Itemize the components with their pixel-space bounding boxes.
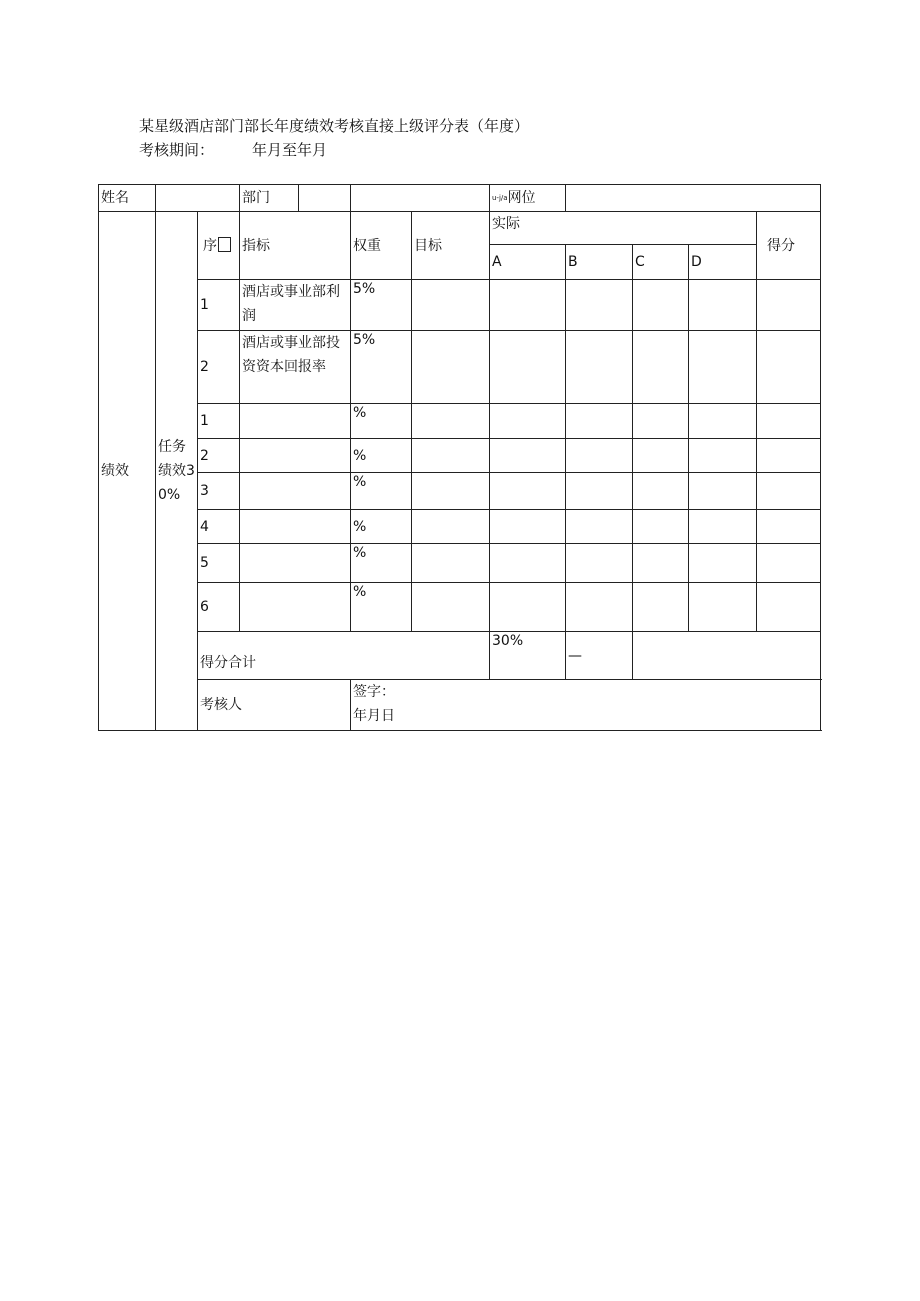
row-indicator[interactable] <box>240 544 351 583</box>
row-actual-b[interactable] <box>566 473 633 510</box>
table-row <box>99 280 821 331</box>
actual-col-c: C <box>633 245 689 280</box>
row-actual-a[interactable] <box>490 280 566 331</box>
row-actual-c[interactable] <box>633 510 689 544</box>
row-seq: 6 <box>198 583 240 632</box>
row-target[interactable] <box>412 280 490 331</box>
table-row <box>99 439 821 473</box>
table-row <box>99 583 821 632</box>
row-target[interactable] <box>412 544 490 583</box>
row-seq: 1 <box>198 280 240 331</box>
row-indicator[interactable] <box>240 473 351 510</box>
row-score[interactable] <box>757 510 821 544</box>
row-actual-c[interactable] <box>633 439 689 473</box>
reviewer-label: 考核人 <box>198 680 351 731</box>
row-weight[interactable]: 5% <box>351 280 412 331</box>
row-actual-b[interactable] <box>566 439 633 473</box>
name-field[interactable] <box>156 185 240 212</box>
total-actual[interactable] <box>633 632 821 680</box>
post-label: 网位 <box>507 190 536 206</box>
post-field[interactable] <box>566 185 821 212</box>
actual-col-a: A <box>490 245 566 280</box>
row-target[interactable] <box>412 510 490 544</box>
row-actual-d[interactable] <box>689 331 757 404</box>
row-actual-b[interactable] <box>566 510 633 544</box>
row-actual-c[interactable] <box>633 473 689 510</box>
row-score[interactable] <box>757 583 821 632</box>
row-actual-c[interactable] <box>633 404 689 439</box>
col-score-header: 得分 <box>757 212 821 280</box>
row-actual-d[interactable] <box>689 510 757 544</box>
row-indicator[interactable] <box>240 439 351 473</box>
row-weight[interactable]: % <box>351 473 412 510</box>
table-row <box>99 510 821 544</box>
row-indicator[interactable] <box>240 583 351 632</box>
row-actual-a[interactable] <box>490 583 566 632</box>
checkbox-icon <box>218 237 231 252</box>
row-actual-c[interactable] <box>633 280 689 331</box>
row-actual-d[interactable] <box>689 404 757 439</box>
row-actual-d[interactable] <box>689 439 757 473</box>
row-actual-c[interactable] <box>633 544 689 583</box>
col-actual-header: 实际 <box>490 212 757 245</box>
row-indicator[interactable]: 酒店或事业部投资资本回报率 <box>240 331 351 404</box>
row-actual-c[interactable] <box>633 331 689 404</box>
total-weight: 30% <box>490 632 566 680</box>
perf-label: 绩效 <box>99 212 156 731</box>
row-actual-b[interactable] <box>566 331 633 404</box>
row-score[interactable] <box>757 439 821 473</box>
table-row <box>99 404 821 439</box>
assessment-period <box>139 139 327 160</box>
dept-label: 部门 <box>240 185 299 211</box>
row-actual-d[interactable] <box>689 473 757 510</box>
table-row <box>99 544 821 583</box>
row-actual-a[interactable] <box>490 439 566 473</box>
row-target[interactable] <box>412 331 490 404</box>
row-actual-d[interactable] <box>689 583 757 632</box>
row-actual-b[interactable] <box>566 583 633 632</box>
row-actual-d[interactable] <box>689 280 757 331</box>
col-seq-header: 序 <box>198 212 240 280</box>
row-seq: 2 <box>198 331 240 404</box>
period-value: 年月至年月 <box>252 141 328 159</box>
period-label: 考核期间： <box>139 141 215 159</box>
total-row <box>99 632 821 680</box>
row-weight[interactable]: % <box>351 510 412 544</box>
table-row <box>99 331 821 404</box>
col-target-header: 目标 <box>412 212 490 280</box>
row-actual-b[interactable] <box>566 404 633 439</box>
row-score[interactable] <box>757 404 821 439</box>
task-perf-label: 任务绩效30% <box>156 212 198 731</box>
row-weight[interactable]: % <box>351 404 412 439</box>
total-label: 得分合计 <box>198 632 490 680</box>
evaluation-table <box>98 184 821 731</box>
date-label: 年月日 <box>353 708 395 724</box>
row-weight[interactable]: % <box>351 439 412 473</box>
col-weight-header: 权重 <box>351 212 412 280</box>
reviewer-row <box>99 680 821 731</box>
row-actual-a[interactable] <box>490 544 566 583</box>
row-seq: 1 <box>198 404 240 439</box>
post-prefix: u-j/a <box>492 194 508 202</box>
dept-field-extended[interactable] <box>351 185 490 212</box>
form-title: 某星级酒店部门部长年度绩效考核直接上级评分表（年度） <box>139 117 530 135</box>
row-weight[interactable]: 5% <box>351 331 412 404</box>
actual-col-b: B <box>566 245 633 280</box>
row-actual-a[interactable] <box>490 404 566 439</box>
row-seq: 2 <box>198 439 240 473</box>
row-weight[interactable]: % <box>351 544 412 583</box>
row-actual-a[interactable] <box>490 331 566 404</box>
row-target[interactable] <box>412 439 490 473</box>
row-actual-b[interactable] <box>566 280 633 331</box>
row-score[interactable] <box>757 544 821 583</box>
row-seq: 4 <box>198 510 240 544</box>
row-actual-a[interactable] <box>490 473 566 510</box>
col-indicator-header: 指标 <box>240 212 351 280</box>
sign-label: 签字： <box>353 684 395 700</box>
row-actual-c[interactable] <box>633 583 689 632</box>
signature-area[interactable] <box>351 680 821 731</box>
row-target[interactable] <box>412 583 490 632</box>
total-target: — <box>566 632 633 680</box>
row-actual-b[interactable] <box>566 544 633 583</box>
row-score[interactable] <box>757 473 821 510</box>
row-indicator[interactable]: 酒店或事业部利润 <box>240 280 351 331</box>
post-label-cell <box>490 185 566 212</box>
row-score[interactable] <box>757 331 821 404</box>
row-target[interactable] <box>412 473 490 510</box>
row-indicator[interactable] <box>240 404 351 439</box>
row-actual-d[interactable] <box>689 544 757 583</box>
row-score[interactable] <box>757 280 821 331</box>
row-seq: 3 <box>198 473 240 510</box>
row-weight[interactable]: % <box>351 583 412 632</box>
dept-field[interactable] <box>299 185 350 211</box>
row-seq: 5 <box>198 544 240 583</box>
table-row <box>99 473 821 510</box>
row-actual-a[interactable] <box>490 510 566 544</box>
row-target[interactable] <box>412 404 490 439</box>
name-label: 姓名 <box>99 185 156 212</box>
row-indicator[interactable] <box>240 510 351 544</box>
actual-col-d: D <box>689 245 757 280</box>
